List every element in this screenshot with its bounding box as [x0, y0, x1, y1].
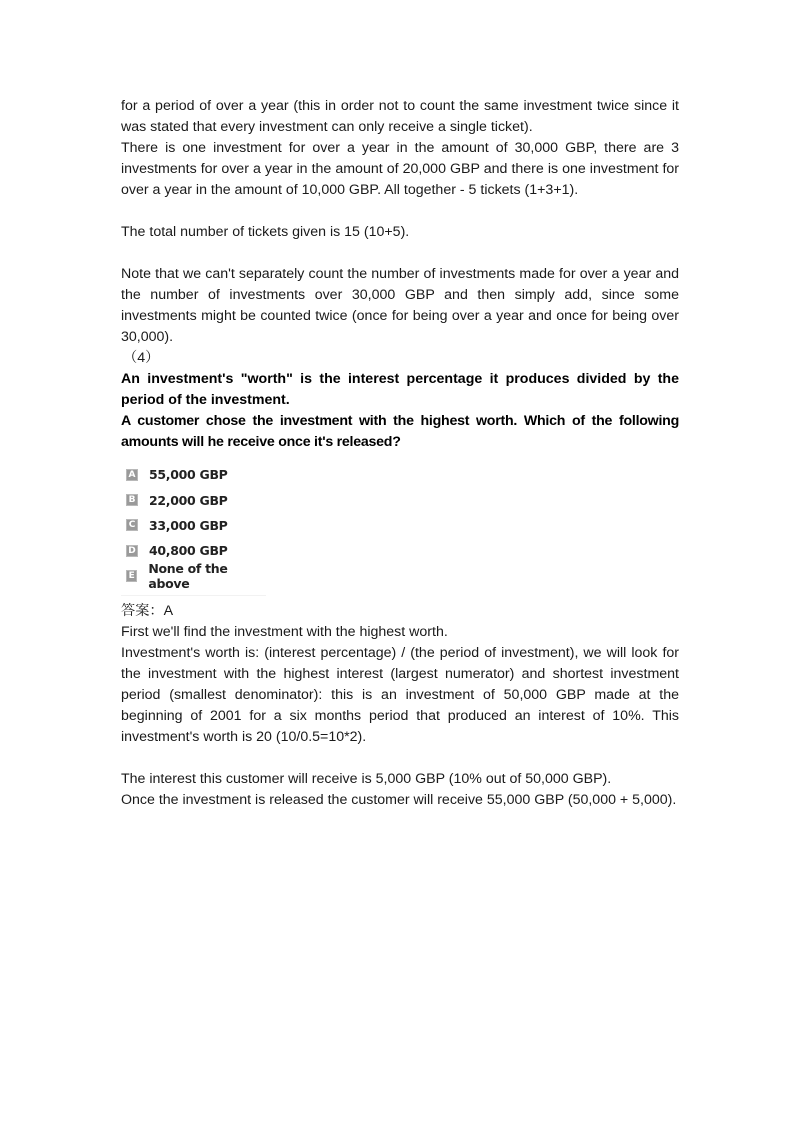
option-d[interactable]: [126, 538, 266, 563]
option-letter-badge: B: [126, 494, 138, 506]
option-b[interactable]: [126, 487, 266, 512]
answer-step-3: The interest this customer will receive is 5,000 GBP (10% out of 50,000 GBP).: [121, 770, 612, 787]
option-e[interactable]: [126, 561, 266, 592]
answer-step-4: Once the investment is released the customer will receive 55,000 GBP (50,000 + 5,000).: [121, 791, 677, 808]
option-text: 22,000 GBP: [149, 492, 228, 508]
question-number: （4）: [123, 350, 160, 366]
question-definition: An investment's "worth" is the interest percentage it produces divided by the period of the investment.: [121, 371, 679, 408]
option-a[interactable]: [126, 462, 266, 487]
answer-step-2: Investment's worth is: (interest percentage) / (the period of investment), we will look for the investment with the highest interest (largest numerator) and shortest investment period (smallest denominator): this is an investment of 50,000 GBP made at the beginning of 2001 for a six months period that produced an interest of 10%. This investment's worth is 20 (10/0.5=10*2).: [121, 644, 679, 745]
spacer: [121, 243, 679, 264]
option-c[interactable]: [126, 513, 266, 538]
document-page: [121, 96, 679, 811]
option-letter-badge: E: [126, 570, 137, 582]
option-text: None of the above: [148, 561, 228, 592]
answer-options: [121, 462, 266, 596]
paragraph-note: Note that we can't separately count the number of investments made for over a year and the number of investments over 30,000 GBP and then simply add, since some investments might be counted twice (once for being over a year and once for being over 30,000).: [121, 266, 679, 345]
option-letter-badge: D: [126, 545, 138, 557]
spacer: [121, 201, 679, 222]
option-letter-badge: C: [126, 519, 138, 531]
spacer: [121, 748, 679, 769]
answer-step-1: First we'll find the investment with the highest worth.: [121, 623, 448, 640]
option-text: 33,000 GBP: [149, 517, 228, 533]
paragraph-year-investments: There is one investment for over a year in the amount of 30,000 GBP, there are 3 investments for over a year in the amount of 20,000 GBP and there is one investment for over a year in the amount of 10,000 GBP. All together - 5 tickets (1+3+1).: [121, 140, 679, 198]
option-letter-badge: A: [126, 469, 138, 481]
paragraph-total-tickets: The total number of tickets given is 15 (10+5).: [121, 224, 410, 240]
option-text: 40,800 GBP: [149, 543, 228, 559]
answer-label: 答案：A: [121, 602, 174, 619]
option-text: 55,000 GBP: [149, 467, 228, 483]
paragraph-ticket-rule-continuation: for a period of over a year (this in order not to count the same investment twice since it was stated that every investment can only receive a single ticket).: [121, 98, 679, 135]
question-prompt: A customer chose the investment with the highest worth. Which of the following amounts will he receive once it's released?: [121, 413, 679, 450]
